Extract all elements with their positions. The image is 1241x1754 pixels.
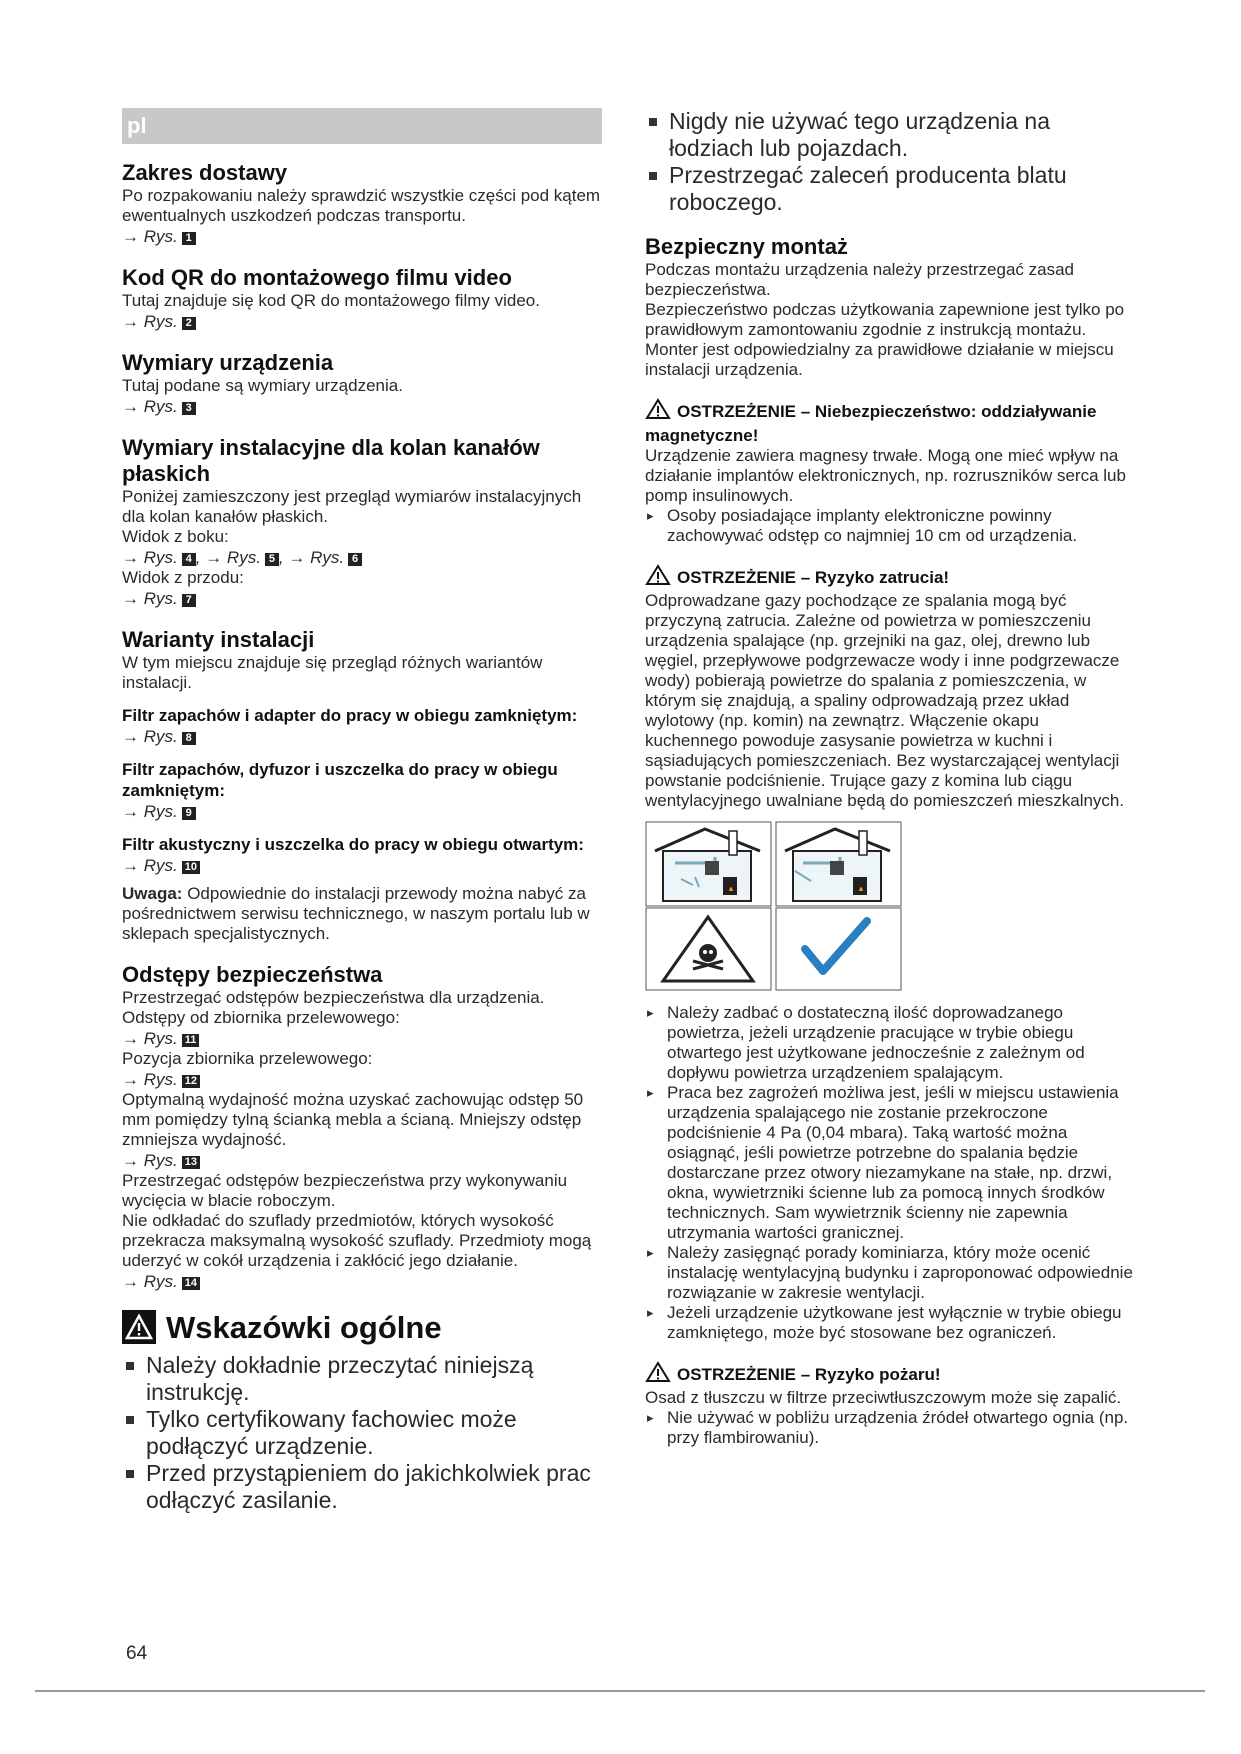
list-item: Przed przystąpieniem do jakichkolwiek prac odłączyć zasilanie. (122, 1460, 602, 1514)
section-safety-distances (122, 962, 602, 1292)
figure-ref: → Rys. 7 (122, 588, 602, 609)
list-item: Tylko certyfikowany fachowiec może podłączyć urządzenie. (122, 1406, 602, 1460)
list-item: Należy dokładnie przeczytać niniejszą instrukcję. (122, 1352, 602, 1406)
section-title: Zakres dostawy (122, 160, 288, 185)
figure-ref: → Rys. 1 (122, 226, 602, 247)
section-general-notes (122, 1310, 602, 1514)
section-text: Tutaj znajduje się kod QR do montażowego filmy video. (122, 291, 540, 310)
figure-number: 1 (182, 232, 196, 245)
section-text: Tutaj podane są wymiary urządzenia. (122, 376, 403, 395)
list-item: ▸ Należy zadbać o dostateczną ilość doprowadzanego powietrza, jeżeli urządzenie pracujące w trybie obiegu otwartego jest użytkowane jednocześnie z zależnym od dopływu powietrza urządzeniem spalającym. (645, 1003, 1135, 1083)
figure-ref: → Rys. 12 (122, 1069, 602, 1090)
section-title: Warianty instalacji (122, 627, 315, 652)
figure-number: 3 (182, 402, 196, 415)
ventilation-illustration (645, 821, 905, 991)
figure-ref: → Rys. 3 (122, 396, 602, 417)
warning-list (645, 506, 1135, 546)
list-item: Nigdy nie używać tego urządzenia na łodziach lub pojazdach. (645, 108, 1135, 162)
warning-title: OSTRZEŻENIE – Ryzyko zatrucia! (645, 564, 1135, 591)
warning-text: Odprowadzane gazy pochodzące ze spalania mogą być przyczyną zatrucia. Zależne od powietrza w pomieszczeniu urządzenia spalające (np. grzejniki na gaz, olej, drewno lub węgiel, przepływowe podgrzewacze wody i inne podgrzewacze wody) pobierają powietrze do spalania z pomieszczenia, w którym się znajdują, a spaliny odprowadzają przez układ wylotowy (np. komin) na zewnątrz. Włączenie okapu kuchennego powoduje zasysanie powietrza w kuchni i sąsiadujących pomieszczeniach. Bez wystarczającej wentylacji powstanie podciśnienie. Trujące gazy z komina lub ciągu wentylacyjnego uwalniane będą do pomieszczeń mieszkalnych. (645, 591, 1125, 810)
top-notes-list (645, 108, 1135, 216)
section-text: Bezpieczeństwo podczas użytkowania zapewnione jest tylko po prawidłowym zamontowaniu zgodnie z instrukcją montażu. Monter jest odpowiedzialny za prawidłowe działanie w miejscu instalacji urządzenia. (645, 300, 1125, 379)
section-title: Wymiary instalacyjne dla kolan kanałów płaskich (122, 435, 540, 486)
section-text: Podczas montażu urządzenia należy przestrzegać zasad bezpieczeństwa. (645, 260, 1075, 299)
section-text: Optymalną wydajność można uzyskać zachowując odstęp 50 mm pomiędzy tylną ścianką mebla a ścianą. Mniejszy odstęp zmniejsza wydajność. (122, 1090, 584, 1149)
page-number: 64 (126, 1643, 148, 1664)
list-item: ▸ Praca bez zagrożeń możliwa jest, jeśli w miejscu ustawienia urządzenia spalającego nie zostanie przekroczone podciśnienie 4 Pa (0,04 mbara). Taką wartość można osiągnąć, jeśli powietrze potrzebne do spalania będzie dostarczane przez otwory niezamykane na stałe, np. drzwi, okna, wywietrzniki ścienne lub za pomocą innych środków technicznych. Sam wywietrznik ścienny nie zapewnia utrzymania wartości granicznej. (645, 1083, 1135, 1243)
list-item: ▸ Jeżeli urządzenie użytkowane jest wyłącznie w trybie obiegu zamkniętego, może być stosowane bez ograniczeń. (645, 1303, 1135, 1343)
general-notes-list (122, 1352, 602, 1514)
section-title: Wymiary urządzenia (122, 350, 334, 375)
footer-divider (35, 1690, 1205, 1692)
warning-text: Urządzenie zawiera magnesy trwałe. Mogą one mieć wpływ na działanie implantów elektronicznych, np. rozruszników serca lub pomp insulinowych. (645, 446, 1126, 505)
figure-ref: → Rys. 11 (122, 1028, 602, 1049)
note: Uwaga: Odpowiednie do instalacji przewody można nabyć za pośrednictwem serwisu technicznego, w naszym portalu lub w sklepach specjalistycznych. (122, 884, 590, 943)
section-qr (122, 265, 602, 332)
list-item: Przestrzegać zaleceń producenta blatu roboczego. (645, 162, 1135, 216)
section-title: Kod QR do montażowego filmu video (122, 265, 512, 290)
figure-ref: → Rys. 14 (122, 1271, 602, 1292)
variant-subtitle: Filtr akustyczny i uszczelka do pracy w obiegu otwartym: (122, 835, 584, 854)
figure-ref: → Rys. 8 (122, 726, 602, 747)
warning-title: OSTRZEŻENIE – Niebezpieczeństwo: oddziaływanie magnetyczne! (645, 398, 1135, 446)
front-view-label: Widok z przodu: (122, 568, 244, 587)
warning-triangle-icon (645, 564, 671, 591)
warning-poisoning (645, 564, 1135, 1343)
warning-title: OSTRZEŻENIE – Ryzyko pożaru! (645, 1361, 1135, 1388)
section-text: Przestrzegać odstępów bezpieczeństwa dla urządzenia. (122, 988, 545, 1007)
warning-list (645, 1003, 1135, 1343)
section-text: Pozycja zbiornika przelewowego: (122, 1049, 373, 1068)
figure-ref: → Rys. 2 (122, 311, 602, 332)
right-column (645, 108, 1135, 1448)
variant-subtitle: Filtr zapachów i adapter do pracy w obiegu zamkniętym: (122, 706, 578, 725)
figure-ref: → Rys. 13 (122, 1150, 602, 1171)
section-title-large: Wskazówki ogólne (122, 1310, 602, 1346)
section-install-dimensions (122, 435, 602, 609)
list-item: ▸ Osoby posiadające implanty elektroniczne powinny zachowywać odstęp co najmniej 10 cm od urządzenia. (645, 506, 1135, 546)
section-title: Odstępy bezpieczeństwa (122, 962, 383, 987)
section-variants (122, 627, 602, 944)
section-safe-mounting (645, 234, 1135, 380)
section-text: Po rozpakowaniu należy sprawdzić wszystkie części pod kątem ewentualnych uszkodzeń podczas transportu. (122, 186, 601, 225)
warning-fire (645, 1361, 1135, 1448)
warning-triangle-icon (645, 1361, 671, 1388)
section-delivery (122, 160, 602, 247)
warning-magnetic (645, 398, 1135, 546)
list-item: ▸ Należy zasięgnąć porady kominiarza, który może ocenić instalację wentylacyjną budynku i zaproponować odpowiednie rozwiązanie w zakresie wentylacji. (645, 1243, 1135, 1303)
section-title: Bezpieczny montaż (645, 234, 848, 259)
figure-refs-side: → Rys. 4 , → Rys. 5 , → Rys. 6 (122, 547, 602, 568)
warning-icon (122, 1310, 156, 1344)
warning-text: Osad z tłuszczu w filtrze przeciwtłuszczowym może się zapalić. (645, 1388, 1122, 1407)
side-view-label: Widok z boku: (122, 527, 229, 546)
language-tab: pl (122, 108, 602, 144)
warning-triangle-icon (645, 398, 671, 425)
section-text: W tym miejscu znajduje się przegląd różnych wariantów instalacji. (122, 653, 543, 692)
list-item: ▸ Nie używać w pobliżu urządzenia źródeł otwartego ognia (np. przy flambirowaniu). (645, 1408, 1135, 1448)
warning-list (645, 1408, 1135, 1448)
section-text: Poniżej zamieszczony jest przegląd wymiarów instalacyjnych dla kolan kanałów płaskich. (122, 487, 582, 526)
section-text: Przestrzegać odstępów bezpieczeństwa przy wykonywaniu wycięcia w blacie roboczym. (122, 1171, 568, 1210)
figure-number: 2 (182, 317, 196, 330)
figure-ref: → Rys. 10 (122, 855, 602, 876)
variant-subtitle: Filtr zapachów, dyfuzor i uszczelka do pracy w obiegu zamkniętym: (122, 760, 558, 800)
section-dimensions (122, 350, 602, 417)
section-text: Nie odkładać do szuflady przedmiotów, których wysokość przekracza maksymalną wysokość szuflady. Przedmioty mogą uderzyć w cokół urządzenia i zakłócić jego działanie. (122, 1211, 592, 1270)
left-column (122, 160, 602, 1514)
figure-ref: → Rys. 9 (122, 801, 602, 822)
section-text: Odstępy od zbiornika przelewowego: (122, 1008, 400, 1027)
